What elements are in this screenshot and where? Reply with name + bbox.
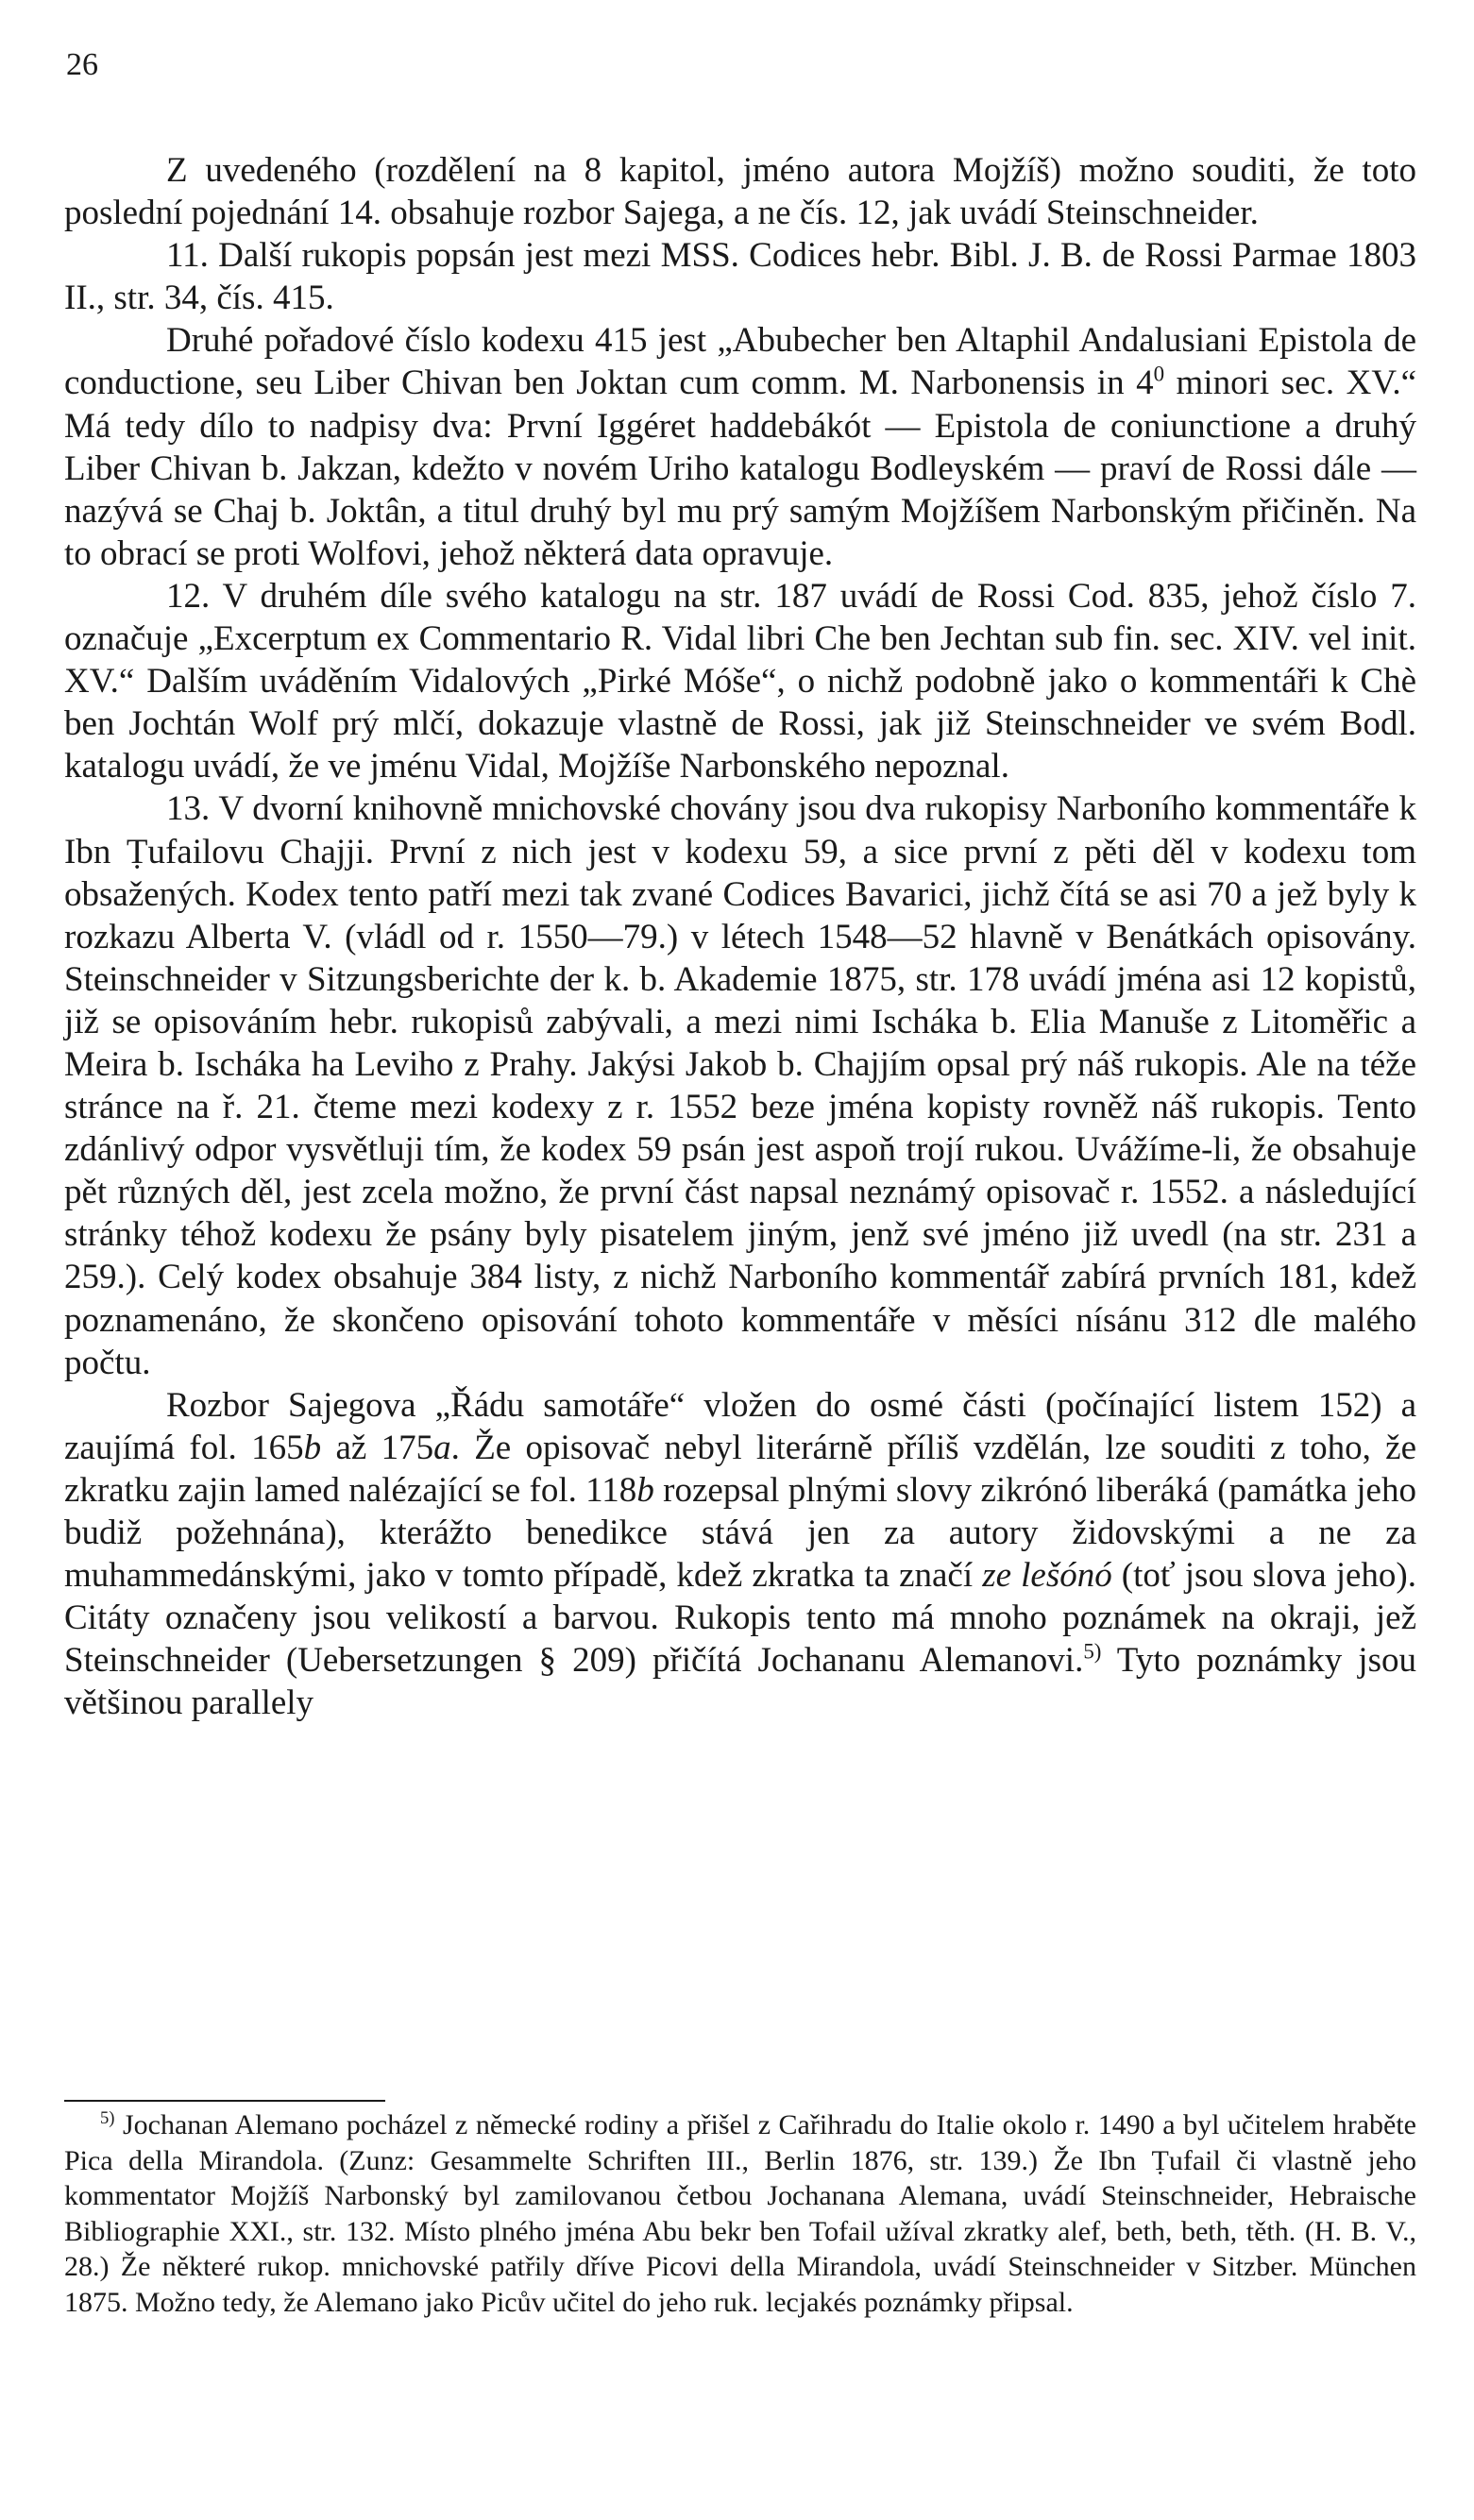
text-run: Tyto poznámky jsou většinou parallely <box>64 1641 1416 1723</box>
text-run: až 175 <box>321 1428 434 1467</box>
superscript: 5) <box>1083 1639 1102 1664</box>
text-run: Druhé pořadové číslo kodexu 415 jest „Abubecher ben Altaphil Andalusiani Epistola de conductione, seu Liber Chivan ben Joktan cum comm. M. Narbonensis in 4 <box>64 321 1416 403</box>
text-run: (toť jsou slova jeho). Citáty označeny jsou velikostí a barvou. Rukopis tento má mnoho poznámek na okraji, jež Steinschneider (Uebersetzungen § 209) přičítá Jochananu Alemanovi. <box>64 1556 1416 1681</box>
italic-text: a <box>433 1428 451 1467</box>
italic-text: b <box>636 1470 654 1510</box>
text-run: Rozbor Sajegova „Řádu samotáře“ vložen do osmé části (počínající listem 152) a zaujímá fol. 165 <box>64 1385 1416 1467</box>
text-run: Z uvedeného (rozdělení na 8 kapitol, jméno autora Mojžíš) možno souditi, že toto poslední pojednání 14. obsahuje rozbor Sajega, a ne čís. 12, jak uvádí Steinschneider. <box>64 151 1416 233</box>
text-run: 12. V druhém díle svého katalogu na str. 187 uvádí de Rossi Cod. 835, jehož číslo 7. označuje „Excerptum ex Commentario R. Vidal libri Che ben Jechtan sub fin. sec. XIV. vel init. XV.“ Dalším uváděním Vidalových „Pirké Móše“, o nichž podobně jako o kommentáři k Chè ben Jochtán Wolf prý mlčí, dokazuje vlastně de Rossi, jak již Steinschneider ve svém Bodl. katalogu uvádí, že ve jménu Vidal, Mojžíše Narbonského nepoznal. <box>64 576 1416 786</box>
text-run: rozepsal plnými slovy zikrónó liberáká (památka jeho budiž požehnána), kterážto benedikce stává jen za autory židovskými a ne za muhammedánskými, jako v tomto případě, kdež zkratka ta značí <box>64 1470 1416 1596</box>
footnote-divider <box>64 2100 385 2102</box>
superscript: 5) <box>100 2108 115 2128</box>
paragraph <box>64 234 1416 319</box>
footnote <box>64 2107 1416 2320</box>
italic-text: ze lešónó <box>982 1556 1112 1596</box>
text-run: Jochanan Alemano pocházel z německé rodiny a přišel z Cařihradu do Italie okolo r. 1490 a byl učitelem hraběte Pica della Mirandola. (Zunz: Gesammelte Schriften III., Berlin 1876, str. 139.) Že Ibn Ṭufail či vlastně jeho kommentator Mojžíš Narbonský byl zamilovanou četbou Jochanana Alemana, uvádí Steinschneider, Hebraische Bibliographie XXI., str. 132. Místo plného jména Abu bekr ben Tofail užíval zkratky alef, beth, beth, těth. (H. B. V., 28.) Že některé rukop. mnichovské patřily dříve Picovi della Mirandola, uvádí Steinschneider v Sitzber. München 1875. Možno tedy, že Alemano jako Picův učitel do jeho ruk. lecjakés poznámky připsal. <box>64 2109 1416 2318</box>
text-run: minori sec. XV.“ Má tedy dílo to nadpisy dva: První Iggéret haddebákót — Epistola de coniunctione a druhý Liber Chivan b. Jakzan, kdežto v novém Uriho katalogu Bodleyském — praví de Rossi dále — nazývá se Chaj b. Joktân, a titul druhý byl mu prý samým Mojžíšem Narbonským přičiněn. Na to obrací se proti Wolfovi, jehož některá data opravuje. <box>64 364 1416 573</box>
footnote-text <box>64 2107 1416 2320</box>
superscript: 0 <box>1153 363 1165 387</box>
text-run: 13. V dvorní knihovně mnichovské chovány jsou dva rukopisy Narboního kommentáře k Ibn Ṭufailovu Chajji. První z nich jest v kodexu 59, a sice první z pěti děl v kodexu tom obsažených. Kodex tento patří mezi tak zvané Codices Bavarici, jichž čítá se asi 70 a jež byly k rozkazu Alberta V. (vládl od r. 1550—79.) v létech 1548—52 hlavně v Benátkách opisovány. Steinschneider v Sitzungsberichte der k. b. Akademie 1875, str. 178 uvádí jména asi 12 kopistů, již se opisováním hebr. rukopisů zabývali, a mezi nimi Ischáka b. Elia Manuše z Litoměřic a Meira b. Ischáka ha Leviho z Prahy. Jakýsi Jakob b. Chajjím opsal prý náš rukopis. Ale na téže stránce na ř. 21. čteme mezi kodexy z r. 1552 beze jména kopisty rovněž náš rukopis. Tento zdánlivý odpor vysvětluji tím, že kodex 59 psán jest aspoň trojí rukou. Uvážíme-li, že obsahuje pět různých děl, jest zcela možno, že první část napsal neznámý opisovač r. 1552. a následující stránky téhož kodexu že psány byly pisatelem jiným, jenž své jméno již uvedl (na str. 231 a 259.). Celý kodex obsahuje 384 listy, z nichž Narboního kommentář zabírá prvních 181, kdež poznamenáno, že skončeno opisování tohoto kommentáře v měsíci nísánu 312 dle malého počtu. <box>64 789 1416 1382</box>
paragraph <box>64 149 1416 234</box>
text-run: 11. Další rukopis popsán jest mezi MSS. Codices hebr. Bibl. J. B. de Rossi Parmae 1803 II., str. 34, čís. 415. <box>64 236 1416 318</box>
main-text <box>64 149 1416 1724</box>
paragraph <box>64 319 1416 575</box>
text-run: . Že opisovač nebyl literárně příliš vzdělán, lze souditi z toho, že zkratku zajin lamed nalézající se fol. 118 <box>64 1428 1416 1510</box>
paragraph <box>64 787 1416 1383</box>
page-number: 26 <box>66 47 98 82</box>
italic-text: b <box>303 1428 322 1467</box>
paragraph <box>64 1384 1416 1725</box>
paragraph <box>64 575 1416 787</box>
